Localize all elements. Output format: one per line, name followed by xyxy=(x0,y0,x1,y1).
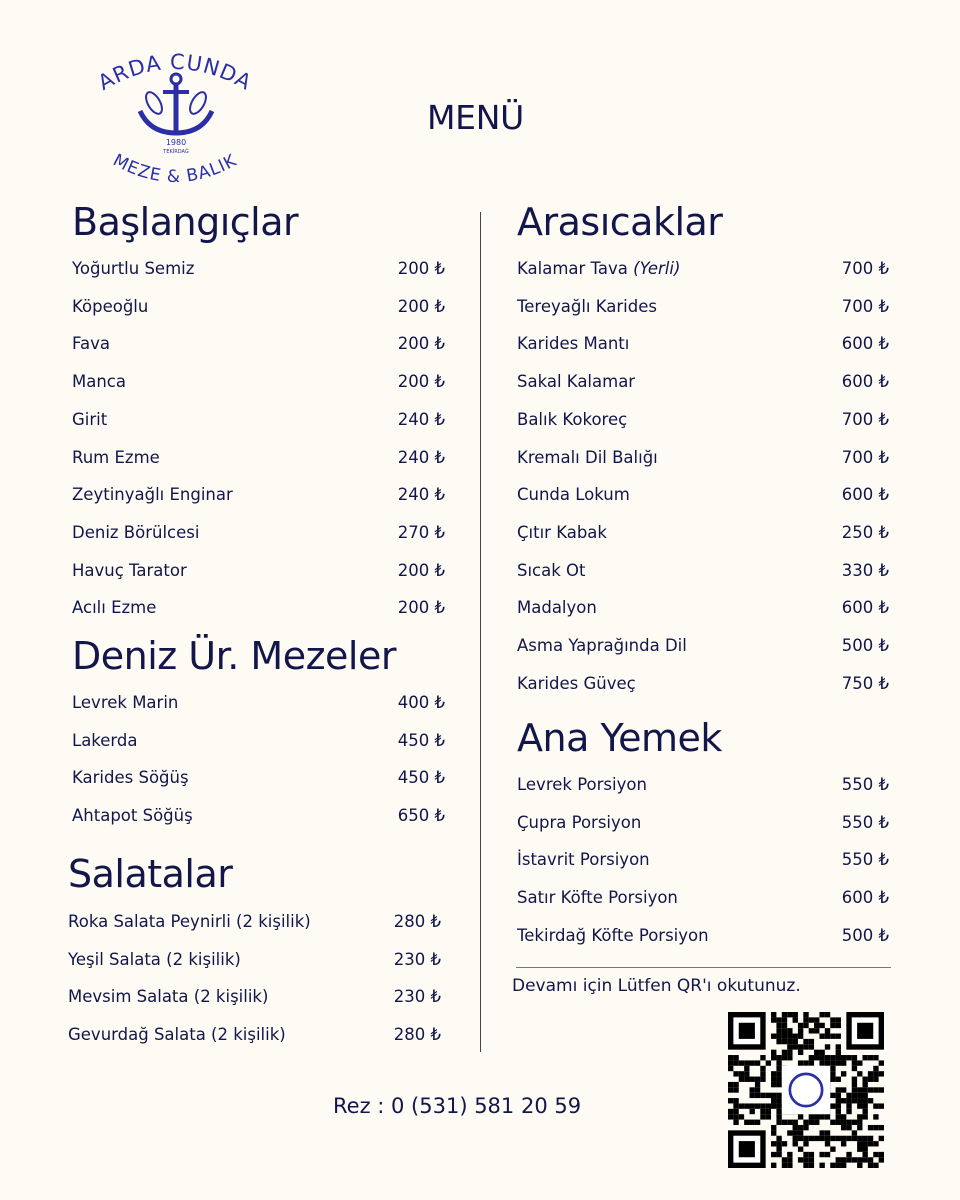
qr-note: Devamı için Lütfen QR'ı okutunuz. xyxy=(512,976,801,996)
menu-item xyxy=(72,522,445,544)
logo-year: 1980 xyxy=(165,138,187,147)
item-price: 700 ₺ xyxy=(841,296,889,316)
menu-item xyxy=(72,730,445,752)
item-name: Rum Ezme xyxy=(72,447,160,467)
item-price: 200 ₺ xyxy=(397,560,445,580)
logo xyxy=(70,45,280,200)
menu-item xyxy=(517,484,889,506)
menu-item xyxy=(72,560,445,582)
item-price: 280 ₺ xyxy=(393,1025,441,1045)
menu-item xyxy=(517,522,889,544)
item-name: Yoğurtlu Semiz xyxy=(72,259,195,278)
item-name: Karides Söğüş xyxy=(72,768,189,788)
menu-item xyxy=(72,258,445,280)
item-name: Kalamar Tava xyxy=(517,259,628,278)
menu-item xyxy=(517,258,889,280)
item-price: 450 ₺ xyxy=(397,730,445,750)
item-price: 200 ₺ xyxy=(397,259,445,278)
menu-item xyxy=(517,597,889,619)
menu-item xyxy=(517,447,889,469)
item-name: Mevsim Salata (2 kişilik) xyxy=(68,987,269,1007)
menu-item xyxy=(517,333,889,355)
menu-item xyxy=(517,296,889,318)
item-name: İstavrit Porsiyon xyxy=(517,850,650,870)
item-name: Sıcak Ot xyxy=(517,560,586,580)
section-heading: Ana Yemek xyxy=(517,716,722,760)
item-price: 250 ₺ xyxy=(841,522,889,542)
item-price: 200 ₺ xyxy=(397,296,445,316)
item-price: 500 ₺ xyxy=(841,925,889,945)
item-price: 450 ₺ xyxy=(397,768,445,788)
item-price: 230 ₺ xyxy=(393,949,441,969)
item-price: 650 ₺ xyxy=(397,806,445,826)
item-name: Çıtır Kabak xyxy=(517,522,607,542)
item-name: Tereyağlı Karides xyxy=(517,296,657,316)
item-price: 200 ₺ xyxy=(397,334,445,354)
item-name: Manca xyxy=(72,372,126,392)
section-heading: Başlangıçlar xyxy=(72,200,299,244)
logo-city: TEKİRDAĞ xyxy=(163,149,189,155)
item-price: 600 ₺ xyxy=(841,334,889,354)
item-price: 330 ₺ xyxy=(841,560,889,580)
item-name: Madalyon xyxy=(517,598,597,618)
item-price: 500 ₺ xyxy=(841,636,889,655)
item-price: 700 ₺ xyxy=(841,259,889,278)
item-note: (Yerli) xyxy=(633,259,681,278)
item-price: 600 ₺ xyxy=(841,485,889,505)
item-price: 200 ₺ xyxy=(397,598,445,618)
item-price: 400 ₺ xyxy=(397,693,445,712)
menu-item xyxy=(72,296,445,318)
item-name: Karides Güveç xyxy=(517,673,636,693)
item-price: 240 ₺ xyxy=(397,485,445,505)
menu-item xyxy=(68,911,441,933)
item-price: 280 ₺ xyxy=(393,912,441,931)
item-name: Balık Kokoreç xyxy=(517,409,628,429)
section-heading: Salatalar xyxy=(68,852,233,896)
menu-item xyxy=(72,484,445,506)
item-name: Gevurdağ Salata (2 kişilik) xyxy=(68,1025,286,1045)
item-price: 240 ₺ xyxy=(397,409,445,429)
item-name: Asma Yaprağında Dil xyxy=(517,636,687,655)
item-name: Levrek Porsiyon xyxy=(517,775,647,794)
menu-item xyxy=(68,1024,441,1046)
item-price: 230 ₺ xyxy=(393,987,441,1007)
item-name: Acılı Ezme xyxy=(72,598,157,618)
item-price: 240 ₺ xyxy=(397,447,445,467)
column-divider xyxy=(480,212,481,1052)
menu-item xyxy=(517,409,889,431)
item-name: Zeytinyağlı Enginar xyxy=(72,485,233,505)
logo-name-top: ARDA CUNDA xyxy=(94,49,256,95)
menu-item xyxy=(517,887,889,909)
menu-item xyxy=(72,597,445,619)
menu-item xyxy=(72,447,445,469)
item-name: Karides Mantı xyxy=(517,334,630,354)
item-name: Köpeoğlu xyxy=(72,296,149,316)
item-name: Çupra Porsiyon xyxy=(517,812,642,832)
item-price: 600 ₺ xyxy=(841,372,889,392)
item-price: 200 ₺ xyxy=(397,372,445,392)
item-name: Levrek Marin xyxy=(72,693,179,712)
menu-item xyxy=(517,673,889,695)
menu-item xyxy=(72,333,445,355)
menu-item xyxy=(72,805,445,827)
item-name: Roka Salata Peynirli (2 kişilik) xyxy=(68,912,311,931)
item-name: Fava xyxy=(72,334,110,354)
item-name: Deniz Börülcesi xyxy=(72,522,200,542)
section-heading: Arasıcaklar xyxy=(517,200,723,244)
item-name: Lakerda xyxy=(72,730,138,750)
item-price: 270 ₺ xyxy=(397,522,445,542)
reservation-phone: Rez : 0 (531) 581 20 59 xyxy=(333,1094,582,1118)
menu-item xyxy=(68,986,441,1008)
item-price: 700 ₺ xyxy=(841,409,889,429)
item-name: Havuç Tarator xyxy=(72,560,187,580)
qr-divider xyxy=(516,967,891,968)
qr-code[interactable] xyxy=(728,1012,884,1168)
menu-item xyxy=(517,849,889,871)
item-price: 600 ₺ xyxy=(841,888,889,908)
item-name: Satır Köfte Porsiyon xyxy=(517,888,678,908)
menu-item xyxy=(517,774,889,796)
item-price: 550 ₺ xyxy=(841,850,889,870)
item-name: Kremalı Dil Balığı xyxy=(517,447,658,467)
item-name: Girit xyxy=(72,409,108,429)
item-price: 550 ₺ xyxy=(841,812,889,832)
menu-item xyxy=(517,635,889,657)
item-price: 600 ₺ xyxy=(841,598,889,618)
menu-item xyxy=(517,812,889,834)
menu-item xyxy=(68,949,441,971)
anchor-icon xyxy=(140,74,212,133)
fish-icon xyxy=(143,90,165,117)
menu-item xyxy=(72,692,445,714)
menu-item xyxy=(72,409,445,431)
menu-item xyxy=(72,767,445,789)
item-price: 750 ₺ xyxy=(841,673,889,693)
menu-item xyxy=(517,925,889,947)
menu-item xyxy=(517,371,889,393)
item-price: 550 ₺ xyxy=(841,775,889,794)
fish-icon xyxy=(187,90,209,117)
menu-item xyxy=(517,560,889,582)
menu-item xyxy=(72,371,445,393)
logo-name-bottom: MEZE & BALIK xyxy=(109,150,241,188)
item-price: 700 ₺ xyxy=(841,447,889,467)
section-heading: Deniz Ür. Mezeler xyxy=(72,634,396,678)
item-name: Ahtapot Söğüş xyxy=(72,806,193,826)
item-name: Tekirdağ Köfte Porsiyon xyxy=(517,925,709,945)
item-name: Cunda Lokum xyxy=(517,485,630,505)
menu-title: MENÜ xyxy=(427,98,524,137)
item-name: Sakal Kalamar xyxy=(517,372,636,392)
item-name: Yeşil Salata (2 kişilik) xyxy=(68,949,241,969)
